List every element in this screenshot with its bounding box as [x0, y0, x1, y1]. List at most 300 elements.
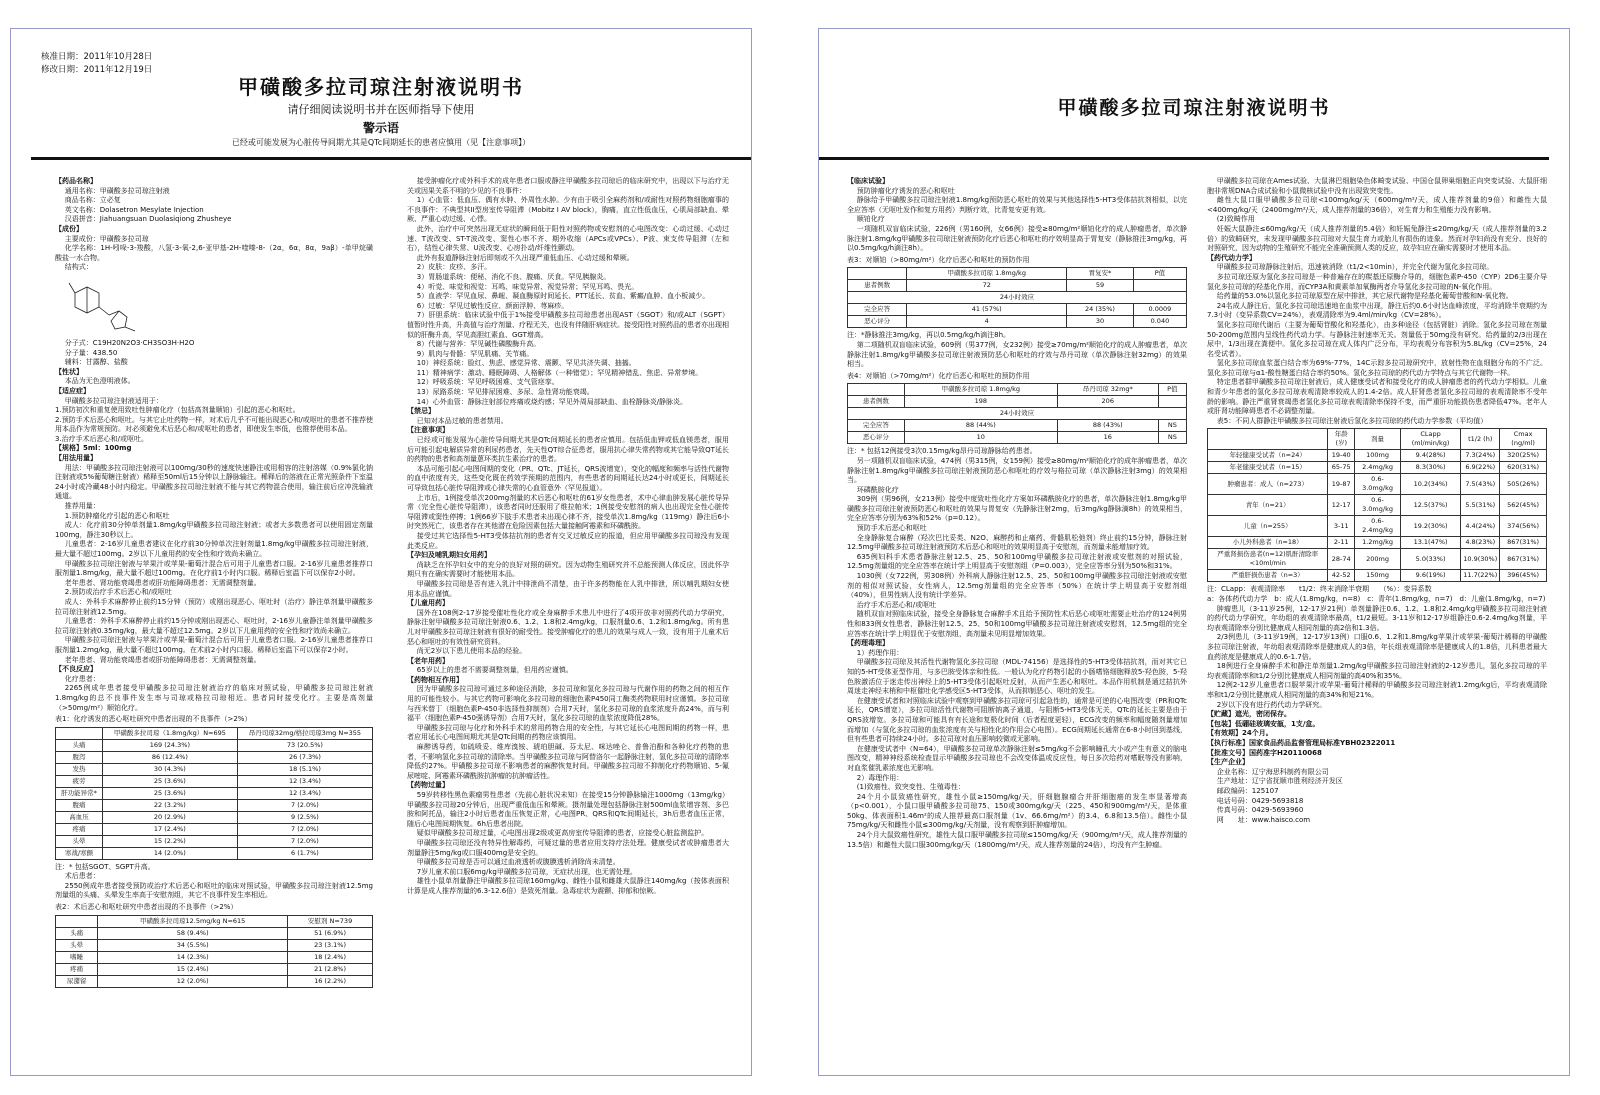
table-cell: 寒战/寒颤	[56, 847, 103, 859]
paragraph: 特定患者群甲磺酸多拉司琼注射液后，成人健康受试者和接受化疗的成人肿瘤患者的药代动力学相似。儿童和青少年患者的氢化多拉司琼表观清除率较成人的1.4-2倍。成人肝肾患者氢化多拉司琼的表观清除率不受年龄的影响。静注严重肾衰竭患者氢化多拉司琼表观清除率保持不变，而严重肝功能损伤患者降低47%。老年人或肝肾功能障碍患者不必调整剂量。	[1207, 378, 1547, 416]
paragraph: 1）药理作用：	[856, 648, 904, 657]
table-cell: 4.8(23%)	[1461, 537, 1500, 549]
paragraph: 1）心血管：低血压、偶有水肿、外周性水肿。少有由于吸引全麻药剂和/或耐性对照药物细胞瘤事的不良事件：不典型其II型房室传导阻滞（Mobitz I AV block），胸痛，直立性低血压，心肌局部缺血、晕厥、严重心动过缓、心悸。	[407, 196, 729, 224]
section-heading: 【包装】低硼硅玻璃安瓿，1支/盒。	[1207, 719, 1320, 728]
table-cell: 12 (3.4%)	[237, 775, 372, 787]
table-cell: 88 (43%)	[1057, 420, 1158, 432]
column-header: CLapp (ml/min/kg)	[1400, 429, 1460, 450]
table-group-row	[848, 408, 1187, 420]
paragraph: 老年患者、肾功能衰竭患者或肝功能障碍患者：无需调整剂量。	[64, 655, 261, 664]
section-heading: 【临床试验】	[847, 177, 889, 185]
warning-text: 已经或可能发展为心脏传导间期尤其是QTc间期延长的患者应慎用（见【注意事项】）	[231, 138, 531, 147]
paragraph: 氢化多拉司琼血浆蛋白结合率为69%-77%，14C示踪多拉司琼研究中，放射性物在血细胞分布的不广泛。氢化多拉司琼与α1-酸性糖蛋白结合率约50%。氢化多拉司琼的药代动力学特点与其它代谢物一样。	[1207, 359, 1547, 377]
table-cell: 10.2(34%)	[1400, 474, 1460, 495]
paragraph: 2）皮肤：皮疹、多汗。	[416, 263, 492, 272]
table-cell: 25 (3.6%)	[102, 775, 237, 787]
section-heading: 【贮藏】遮光，密闭保存。	[1207, 710, 1291, 719]
table-cell: 疼痛	[56, 823, 103, 835]
paragraph: 环磷酰胺化疗	[856, 485, 899, 494]
table-cell: 100mg	[1355, 450, 1401, 462]
pharmacokinetics-table-5	[1207, 428, 1547, 582]
paragraph: 24个月大鼠致癌性研究，雄性大鼠口服甲磺酸多拉司琼≤150mg/kg/天（900mg/m²/天，成人推荐剂量的13.5倍）和雌性大鼠口服300mg/kg/天（1800mg/m²/天，成人推荐剂量的24倍），均没有产生肿瘤。	[847, 831, 1187, 849]
table1-note: 注：* 包括SGOT、SGPT升高。	[55, 862, 155, 871]
column-header: 剂量	[1355, 429, 1401, 450]
table-cell: 88 (44%)	[904, 420, 1057, 432]
table-cell: 24 (35%)	[1067, 304, 1134, 316]
section-list	[1207, 177, 1547, 426]
table-row	[56, 951, 373, 963]
paragraph: 9）肌肉与骨骼：罕见肌痛、关节痛。	[416, 349, 534, 358]
paragraph: 预防手术后恶心和呕吐	[856, 524, 927, 533]
paragraph: 本品可能引起心电图间期的变化（PR、QTc、JT延长，QRS波增宽），变化的幅度和频率与活性代谢物的血中浓度有关，这些变化既在药效学预期的范围内，有些患者的间期延长达24小时或更长，间期延长可导致包括心脏传导阻滞或心律失常的心血管意外（罕见报道）。	[407, 464, 729, 492]
table-cell: 86 (12.4%)	[102, 751, 237, 763]
paragraph: 甲磺酸多拉司琼注射液与苹果汁或苹果-葡萄汁混合后可用于儿童患者口服。2-16岁儿童患者推荐口服剂量1.8mg/kg，最大量不超过100mg。在化疗前1小时内口服。稀释后室温下可以保存2小时。	[55, 559, 373, 578]
paragraph: 治疗手术后恶心和/或呕吐	[856, 600, 937, 609]
paragraph: (2)致畸作用	[1216, 215, 1255, 224]
table-cell: 18 (2.4%)	[288, 951, 373, 963]
paragraph: 2岁以下没有进行药代动力学研究。	[1216, 700, 1327, 709]
paragraph: 12）呼吸系统：罕见呼吸困难、支气管痉挛。	[416, 378, 559, 387]
table-row	[1208, 570, 1547, 582]
table-cell: 72	[907, 280, 1067, 292]
paragraph: 24名成人静注后，氢化多拉司琼迅速地在血浆中出现，静注后约0.6小时达血峰浓度，平均消除半衰期约为7.3小时（变异系数CV=24%），表观清除率为9.4ml/min/kg（CV=28%）。	[1207, 301, 1547, 320]
table-cell: 2.4mg/kg	[1355, 462, 1401, 474]
right-column-1	[847, 177, 1187, 1067]
paragraph: 2/3例患儿（3-11岁19例，12-17岁13例）口服0.6、1.2和1.8mg/kg苹果汁或苹果-葡萄汁稀释的甲磺酸多拉司琼注射液，年幼组表观清除率是健康成人的3倍，年长组表观清除率是健康成人的1.8倍，儿科患者最大血药浓度是健康成人的0.6-1.7倍。	[1207, 633, 1547, 661]
table-row	[848, 304, 1187, 316]
table-row	[848, 420, 1187, 432]
paragraph: 雌性大鼠口服甲磺酸多拉司琼<100mg/kg/天（600mg/m²/天，成人推荐剂量的9倍）和雌性大鼠<400mg/kg/天（2400mg/m²/天，成人推荐剂量的36倍），对生育力和生殖能力没有影响。	[1207, 196, 1547, 214]
paragraph: 邮政编码：125107	[1216, 786, 1279, 795]
section-list	[847, 457, 1187, 850]
table-cell: 严重肝损伤患者（n=3）	[1208, 570, 1328, 582]
table-cell: 13.1(47%)	[1400, 537, 1460, 549]
left-column-1	[55, 177, 373, 1067]
table-row	[56, 963, 373, 975]
paragraph: 汉语拼音：Jiahuangsuan Duolasiqiong Zhusheye	[64, 215, 232, 224]
paragraph: 12例2-12岁儿童患者口服苹果汁或苹果-葡萄汁稀释的甲磺酸多拉司琼注射液1.2mg/kg后，平均表观清除率和t1/2分别比健康成人相同剂量的高34%和短21%。	[1207, 681, 1547, 699]
table-cell: 15 (2.4%)	[98, 963, 288, 975]
paragraph: 59岁转移性黑色素瘤男性患者（先前心脏状况未知）在接受15分钟静脉输注1000mg（13mg/kg）甲磺酸多拉司琼20分钟后，出现严重低血压和晕厥。摄剂量处理包括静脉注射500ml血浆增容剂、多巴胺和阿托品，输注2小时后患者血压恢复正常，心电图PR、QRS和QTc间期延长，3h后患者血压正常，随后心电图间期恢复。6h后患者出院。	[407, 791, 729, 828]
table-cell: 肝功能异常*	[56, 787, 103, 799]
table-cell	[1158, 396, 1186, 408]
paragraph: 309例（男96例，女213例）接受中度致吐性化疗方案如环磷酰胺化疗的患者，单次静脉注射1.8mg/kg甲磺酸多拉司琼注射液预防恶心和呕吐的效果与胃复安（先静脉注射2mg，后3mg/kg静脉滴8h）的效果相当，完全应答率分别为63%和52%（p=0.12）。	[847, 495, 1187, 523]
paragraph: 甲磺酸多拉司琼注射液与苹果汁或苹果-葡萄汁混合后可用于儿童患者口服。2-16岁儿童患者推荐口服剂量1.2mg/kg，最大量不超过100mg。在术前2小时内口服。稀释后室温下可以保存2小时。	[55, 636, 373, 654]
molecule-icon	[55, 273, 145, 339]
table-cell: 5.5(31%)	[1461, 495, 1500, 516]
table-row	[56, 811, 373, 823]
table-cell: 7.5(43%)	[1461, 474, 1500, 495]
paragraph: 辅料：甘露醇、盐酸	[64, 358, 128, 367]
column-header: 昂丹司琼32mg/格拉司琼3mg N=355	[237, 727, 372, 739]
section-heading: 【药品名称】	[55, 177, 97, 185]
table-cell: 1.2mg/kg	[1355, 537, 1401, 549]
adverse-events-table-1	[55, 727, 373, 860]
paragraph: 商品名称：立必复	[64, 196, 121, 205]
table-cell: 7.3(24%)	[1461, 450, 1500, 462]
paragraph: 上市后，1例接受单次200mg剂量的术后恶心和呕吐的61岁女性患者，术中心律血肿发展心脏传导异常（完全性心脏传导阻滞），该患者同时还服用了维拉帕米；1例接受安慰剂的病人也出现完全性心脏传导阻滞或窦性停搏；1例66岁下肢手术患者未出现心律不齐，接受单次1.8mg/kg（119mg）静注后6小时突然死亡，该患者存在其他潜在危险因素包括大量接触阿霉素和环磷酰胺。	[407, 493, 729, 531]
column-header: Cmax (ng/ml)	[1500, 429, 1547, 450]
paragraph: 氢化多拉司琼代谢后（主要为葡萄苷酸化和羟基化），由多种途径（包括肾脏）消除。氢化多拉司琼在剂量50-200mg范围内呈线性药代动力学。与静脉注射速率无关。剂量低于50mg没有研究。给药量的2/3出现在尿中，1/3出现在粪便中。氢化多拉司琼在成人体内广泛分布，平均表观分布容积为5.8L/kg（CV=25%，24名受试者）。	[1207, 320, 1547, 358]
table-cell: 198	[904, 396, 1057, 408]
paragraph: 已经或可能发展为心脏传导间期尤其是QTc间期延长的患者应慎用。包括低血钾或低血镁患者，服用后可能引起电解质异常的利尿药患者，先天性QT综合征患者，服用抗心律失常药物或其它能导致QT延长的药物的患者和高剂量蒽环类抗生素治疗的患者。	[407, 436, 729, 464]
column-header: 胃复安*	[1067, 268, 1134, 280]
paragraph: 4）听觉、味觉和视觉：耳鸣、味觉异常、视觉异常；罕见耳鸣、畏光。	[416, 282, 639, 291]
paragraph: 一项随机双盲临床试验，226例（男160例，女66例）接受≥80mg/m²顺铂化疗的成人肿瘤患者，单次静脉注射1.8mg/kg甲磺酸多拉司琼注射液预防化疗后恶心和呕吐的疗效明显高于胃复安（静脉推注3mg/kg，再以0.5mg/kg/h滴注8h）。	[847, 224, 1187, 253]
table-row	[56, 847, 373, 859]
table-cell: 0.6-3.0mg/kg	[1355, 495, 1401, 516]
table-cell: 恶心评分	[848, 316, 907, 328]
section-heading: 【药代动力学】	[1207, 253, 1256, 262]
cisplatin-table-3	[847, 267, 1187, 328]
table2-caption: 表2：术后恶心和呕吐研究中患者出现的不良事件（>2%）	[55, 903, 238, 912]
table-row	[56, 939, 373, 951]
table-row	[1208, 462, 1547, 474]
table-cell: 12 (3.4%)	[237, 787, 372, 799]
table-cell: 150mg	[1355, 570, 1401, 582]
table-row	[1208, 549, 1547, 570]
table-cell: 51 (6.9%)	[288, 927, 373, 939]
table-row	[56, 751, 373, 763]
paragraph: 主要成份：甲磺酸多拉司琼	[64, 234, 149, 243]
table-cell: 73 (20.5%)	[237, 739, 372, 751]
paragraph: 24个月小鼠致癌性研究，雄性小鼠≥150mg/kg/天，肝细胞腺瘤合并肝细胞癌的发生率显著增高（p<0.001），小鼠口服甲磺酸多拉司琼75、150或300mg/kg/天（225、450和900mg/m²/天，是体重50kg、体表面积1.46m²的成人推荐最高口服剂量（1v、66.6mg/m²）的3.4、6.8和13.5倍）。雌性小鼠75mg/kg/天和雌性小鼠≤300mg/kg/天剂量，没有观察到肝肿瘤增加。	[847, 792, 1187, 830]
paragraph: 肿瘤患儿（3-11岁25例，12-17岁21例）单剂量静注0.6、1.2、1.8和2.4mg/kg甲磺酸多拉司琼注射液的药代动力学研究，年幼组的表观清除率最高，t1/2最短。3-11岁和12-17岁组静注0.6-2.4mg/kg剂量，平均表观清除率分别比健康成人相同剂量的高2倍和1.3倍。	[1207, 604, 1547, 632]
paragraph: 已知对本品过敏的患者禁用。	[416, 416, 508, 425]
table-cell: 23 (3.1%)	[288, 939, 373, 951]
paragraph: 另一项随机双盲临床试验，474例（男315例，女159例）接受≥80mg/m²顺铂化疗的成年肿瘤患者，单次静脉注射1.8mg/kg甲磺酸多拉司琼注射液预防恶心和呕吐的疗效与格拉司琼（单次静脉注射3mg）的效果相当。	[847, 456, 1187, 485]
page-title: 甲磺酸多拉司琼注射液说明书	[238, 75, 524, 99]
table-cell: 头晕	[56, 835, 103, 847]
revision-date: 修改日期：2011年12月19日	[41, 65, 153, 75]
left-page	[10, 28, 752, 1076]
table-cell: 疼痛	[56, 963, 98, 975]
paragraph: 推荐用量：	[64, 502, 100, 511]
paragraph: 甲磺酸多拉司琼注射液适用于：	[64, 396, 163, 405]
paragraph: 本品为无色澄明液体。	[64, 377, 135, 386]
section-heading: 【有效期】24个月。	[1207, 729, 1273, 738]
section-heading: 【批准文号】国药准字H20110068	[1207, 748, 1322, 757]
column-header: 甲磺酸多拉司琼 1.8mg/kg	[907, 268, 1067, 280]
section-list	[847, 341, 1187, 370]
section-heading: 【不良反应】	[55, 665, 97, 674]
warning-heading: 警示语	[362, 121, 399, 135]
table-group-label: 24小时效应	[848, 292, 1187, 304]
table-row	[56, 927, 373, 939]
table-cell: 疲劳	[56, 775, 103, 787]
table-cell: 高血压	[56, 811, 103, 823]
table-cell: 头晕	[56, 939, 98, 951]
column-header	[56, 727, 103, 739]
table-cell: 34 (5.5%)	[98, 939, 288, 951]
section-list	[55, 872, 373, 901]
table1-caption: 表1：化疗诱发的恶心呕吐研究中患者出现的不良事件（>2%）	[55, 715, 252, 724]
paragraph: 3.治疗手术后恶心和/或呕吐。	[55, 434, 149, 443]
table-cell: 16 (2.2%)	[288, 975, 373, 987]
paragraph: 3）胃肠道系统：便秘、消化不良、腹痛、厌食。罕见胰腺炎。	[416, 272, 611, 281]
paragraph: 甲磺酸多拉司琼是否可以通过血液透析或腹膜透析消除尚未清楚。	[416, 858, 620, 867]
table-cell: 22 (3.2%)	[102, 799, 237, 811]
paragraph: 成人：外科手术麻醉停止前约15分钟（预防）或刚出现恶心、呕吐时（治疗）静注单剂量甲磺酸多拉司琼注射液12.5mg。	[55, 597, 373, 616]
paragraph: 1030例（女722例，男308例）外科病人静脉注射12.5、25、50和100mg甲磺酸多拉司琼注射液或安慰剂的相似对照试验，女性病人，12.5mg剂量组的完全应答率（50%）在统计学上明显高于安慰剂组（40%），但男性病人没有统计学差异。	[847, 572, 1187, 600]
paragraph: 7）肝胆系统：临床试验中低于1%接受甲磺酸多拉司琼患者出现AST（SGOT）和/或ALT（SGPT）值暂时性升高，升高值与治疗剂量、疗程无关，也没有伴随肝病症状。接受阳性对照药品的患者亦出现相似的肝酶升高，罕见高胆红素血、GGT增高。	[407, 311, 729, 339]
table-group-row	[848, 292, 1187, 304]
table-row	[56, 835, 373, 847]
table-cell: 7 (2.0%)	[237, 823, 372, 835]
paragraph: 儿童患者：2-16岁儿童患者建议在化疗前30分钟单次注射剂量1.8mg/kg甲磺酸多拉司琼注射液，最大量不超过100mg。2岁以下儿童用药的安全性和疗效尚未确立。	[55, 540, 373, 558]
column-header: 昂丹司琼 32mg*	[1057, 384, 1158, 396]
table-cell: NS	[1158, 420, 1186, 432]
column-header	[848, 384, 905, 396]
paragraph: 2）毒理作用：	[856, 773, 904, 782]
paragraph: 甲磺酸多拉司琼及其活性代谢物氢化多拉司琼（MDL-74156）是选择性的5-HT3受体拮抗剂，而对其它已知的5-HT受体亚型作用，与多巴胺受体亲和性低。一般认为化疗药物引起的小肠嗜铬细胞释放5-羟色胺，5-羟色胺激活位于迷走传出神经上的5-HT3受体引起呕吐反射，从而产生恶心和呕吐。本品作用机制是通过拮抗外周迷走神经末梢和中枢催吐化学感受区5-HT3受体，从而抑制恶心、呕吐的发生。	[847, 658, 1187, 696]
table-cell: 505(26%)	[1500, 474, 1547, 495]
table-cell: 5.0(33%)	[1400, 549, 1460, 570]
table-cell: 58 (9.4%)	[98, 927, 288, 939]
table-cell: 4	[907, 316, 1067, 328]
table-cell: 0.6-3.0mg/kg	[1355, 474, 1401, 495]
table-cell: 6 (1.7%)	[237, 847, 372, 859]
column-header	[1208, 429, 1328, 450]
paragraph: 此外有报道静脉注射后即刻或不久出现严重低血压、心动过缓和晕厥。	[416, 253, 634, 262]
paragraph: 麻醉诱导药，如硫喷妥、维库溴铵、琥珀胆碱、芬太尼、咪达唑仑、普鲁泊酚和各种化疗药物的患者，不影响氢化多拉司琼的清除率。当甲磺酸多拉司琼与阿替洛尔一起静脉注射，氢化多拉司琼的清除率降低约27%。甲磺酸多拉司琼不影响患者的麻醉恢复时间。甲磺酸多拉司琼不抑制化疗药物顺铂、5-氟尿嘧啶、阿霉素环磷酰胺抗肿瘤的抗肿瘤活性。	[407, 743, 729, 780]
paragraph: 静脉给予甲磺酸多拉司琼注射液1.8mg/kg预防恶心呕吐的效果与其他选择性5-HT3受体拮抗剂相似，以完全应答率（无呕吐发作和复方用药）判断疗效，比青复安更有效。	[847, 196, 1187, 214]
right-page	[818, 28, 1570, 1076]
table-cell: 396(45%)	[1500, 570, 1547, 582]
table-cell: 620(31%)	[1500, 462, 1547, 474]
page-title: 甲磺酸多拉司琼注射液说明书	[1057, 97, 1331, 119]
paragraph: 用法：甲磺酸多拉司琼注射液可以100mg/30秒的速度快速静注或用相容的注射溶媒（0.9%氯化钠注射液或5%葡萄糖注射液）稀释至50ml后15分钟以上静脉输注。稀释后的溶液在正常光照条件下室温24小时或冷藏48小时内稳定。甲磺酸多拉司琼注射液不能与其它药物混合使用，输注前后应冲洗输液通道。	[55, 463, 373, 501]
paragraph: 5）血液学：罕见血尿、鼻衄、凝血酶原时间延长、PTT延长、贫血、紫癜/血肿、血小板减少。	[416, 292, 710, 301]
adverse-events-table-2	[55, 915, 373, 988]
approval-date: 核准日期：2011年10月28日	[41, 52, 153, 62]
table4-caption: 表4：对顺铂（>70mg/m²）化疗后恶心和呕吐的预防作用	[847, 371, 1030, 380]
paragraph: 国外在108例2-17岁接受催吐性化疗或全身麻醉手术患儿中进行了4项开放非对照药代动力学研究，静脉注射甲磺酸多拉司琼注射液0.6、1.2、1.8和2.4mg/kg，口服剂量0.6、1.2和1.8mg/kg。所有患儿对甲磺酸多拉司琼注射液有很好的耐受性。接受肿瘤化疗的患儿的效果与成人一致，没有用于儿童术后恶心和呕吐的有效性研究资料。	[407, 608, 729, 646]
table-header-row	[56, 727, 373, 739]
paragraph: 1.预防初次和重复使用致吐性肿瘤化疗（包括高剂量顺铂）引起的恶心和呕吐。	[55, 406, 300, 415]
table-cell: 腹痛	[56, 799, 103, 811]
table-cell: 206	[1057, 396, 1158, 408]
table-row	[1208, 450, 1547, 462]
table-header-row	[848, 384, 1187, 396]
column-header	[848, 268, 907, 280]
table3-caption: 表3：对顺铂（>80mg/m²）化疗后恶心和呕吐的预防作用	[847, 255, 1030, 264]
table-cell: 12 (2.0%)	[98, 975, 288, 987]
table-cell: 年老健康受试者（n=15）	[1208, 462, 1328, 474]
paragraph: 14）心外血管：静脉注射部位疼痛或烧灼感；罕见外周局部缺血、血栓静脉炎/静脉炎。	[416, 397, 688, 406]
section-heading: 【儿童用药】	[407, 599, 449, 608]
paragraph: 术后患者：	[64, 872, 100, 881]
paragraph: 因为甲磺酸多拉司琼可通过多种途径消除，多拉司琼和氢化多拉司琼与代谢作用的药物之间的相互作用的可能性较小。与其它药物可影响化多拉司琼的细胞色素P450同工酶类药物联用时应谨慎。多拉司琼与西米替丁（细胞色素P-450非选择性抑制剂）合用7天时，氢化多拉司琼的血浆浓度升高24%，而与利福平（细胞色素P-450强诱导剂）合用7天时，氢化多拉司琼的血浆浓度降低28%。	[407, 685, 729, 723]
section-list	[1207, 605, 1547, 826]
table-group-label: 24小时效应	[848, 408, 1187, 420]
table-cell: 7 (2.0%)	[237, 835, 372, 847]
table-cell: 562(45%)	[1500, 495, 1547, 516]
paragraph: 传真号码：0429-5693960	[1216, 806, 1304, 815]
table-cell: 10	[904, 432, 1057, 444]
paragraph: 网 址：www.haisco.com	[1216, 815, 1311, 824]
table-cell: 19-40	[1328, 450, 1355, 462]
table3-note: 注：*静脉推注3mg/kg，再以0.5mg/kg/h滴注8h。	[847, 331, 1011, 340]
table-cell: 10.9(30%)	[1461, 549, 1500, 570]
paragraph: 生产地址：辽宁省抚顺市胜利经济开发区	[1216, 777, 1343, 786]
table-cell: 867(31%)	[1500, 549, 1547, 570]
paragraph: 成人：化疗前30分钟单剂量1.8mg/kg甲磺酸多拉司琼注射液；或者大多数患者可以使用固定剂量100mg，静注30秒以上。	[55, 521, 373, 539]
table-cell: 19-87	[1328, 474, 1355, 495]
table-row	[56, 975, 373, 987]
table-cell: 恶心评分	[848, 432, 905, 444]
column-header: 年龄(岁)	[1328, 429, 1355, 450]
paragraph: 此外，治疗中可突然出现无症状的瞬间低于阳性对照药物或安慰剂的心电图改变：心动过缓、心动过速、T波改变、ST-T波改变、窦性心率不齐、期外收缩（APCs或VPCs）、P波、束支传导阻滞（左和右），结性心律失常、U波改变、心房扑动/纤维性颤动。	[407, 224, 729, 253]
column-header: 甲磺酸多拉司琼（1.8mg/kg）N=695	[102, 727, 237, 739]
table-header-row	[848, 268, 1187, 280]
table-row	[1208, 537, 1547, 549]
table-cell: 8.3(30%)	[1400, 462, 1460, 474]
table-row	[1208, 516, 1547, 537]
section-heading: 【注意事项】	[407, 426, 449, 435]
section-list	[407, 177, 729, 897]
paragraph: 接受肿瘤化疗或外科手术的成年患者口服或静注甲磺酸多拉司琼后的临床研究中，出现以下与治疗无关或因果关系不明的少见的不良事件：	[407, 177, 729, 195]
table-cell: 4.4(24%)	[1461, 516, 1500, 537]
table-cell: 尿潴留	[56, 975, 98, 987]
table-cell: 26 (7.3%)	[237, 751, 372, 763]
paragraph: 甲磺酸多拉司琼在Ames试验、大鼠淋巴细胞染色体畸变试验、中国仓鼠卵巢细胞正向突变试验、大鼠肝细胞非常规DNA合成试验和小鼠微核试验中没有出现致突变性。	[1207, 177, 1547, 195]
table-cell: 小儿外科患者（n=18）	[1208, 537, 1328, 549]
table-row	[56, 823, 373, 835]
table-cell: 发热	[56, 763, 103, 775]
paragraph: 老年患者、肾功能衰竭患者或肝功能障碍患者：无需调整剂量。	[64, 578, 261, 587]
structural-formula	[55, 273, 373, 339]
section-heading: 【孕妇及哺乳期妇女用药】	[407, 551, 491, 560]
table-cell: 25 (3.6%)	[102, 787, 237, 799]
paragraph: 妊娠大鼠静注≤60mg/kg/天（成人推荐剂量的5.4倍）和妊娠兔静注≤20mg/kg/天（成人推荐剂量的3.2倍）的致畸研究，未发现甲磺酸多拉司琼对大鼠生育力或胎儿有损伤的迹象。然而对孕妇尚没有充分、良好的对照研究，因为动物的生殖研究不能完全准确预测人类的反应，故孕妇应在确实需要时才使用本品。	[1207, 224, 1547, 253]
paragraph: 13）尿路系统：罕见排尿困难、多尿、急性肾功能衰竭。	[416, 388, 594, 397]
paragraph: 2550例成年患者接受预防或治疗术后恶心和呕吐的临床对照试验，甲磺酸多拉司琼注射液12.5mg剂量组的头痛、头晕发生率高于安慰剂组，其它不良事件发生率相近。	[55, 881, 373, 900]
table-cell: 7 (2.0%)	[237, 799, 372, 811]
paragraph: 18例进行全身麻醉手术和静注单剂量1.2mg/kg甲磺酸多拉司琼注射液的2-12岁患儿，氢化多拉司琼的平均表观清除率和t1/2分别比健康成人相同剂量的高40%和35%。	[1207, 662, 1547, 680]
table-row	[56, 799, 373, 811]
table-cell	[1133, 280, 1186, 292]
table-cell: 完全应答	[848, 420, 905, 432]
table-cell: 14 (2.3%)	[98, 951, 288, 963]
table-cell: 15 (2.2%)	[102, 835, 237, 847]
column-header: 安慰剂 N=739	[288, 915, 373, 927]
column-header	[56, 915, 98, 927]
table-cell: 0.040	[1133, 316, 1186, 328]
table4-note: 注：* 包括12例接受3次0.15mg/kg昂丹司琼静脉给药患者。	[847, 447, 1037, 456]
paragraph: 8）代谢与营养：罕见碱性磷酸酶升高。	[416, 340, 541, 349]
paragraph: 英文名称：Dolasetron Mesylate Injection	[64, 205, 204, 214]
section-heading: 【禁忌】	[407, 407, 435, 416]
section-heading: 【药物相互作用】	[407, 675, 463, 684]
table-cell: 0.0009	[1133, 304, 1186, 316]
table-cell: 59	[1067, 280, 1134, 292]
table-cell: 14 (2.0%)	[102, 847, 237, 859]
paragraph: 65岁以上的患者不需要调整剂量，但用药应谨慎。	[416, 666, 573, 675]
table-cell: 65-75	[1328, 462, 1355, 474]
table-header-row	[56, 915, 373, 927]
table-cell: 19.2(30%)	[1400, 516, 1460, 537]
paragraph: 甲磺酸多拉司琼静脉注射后，迅速被消除（t1/2<10min），并完全代谢为氢化多拉司琼。	[1216, 263, 1494, 272]
table-cell: 年轻健康受试者（n=24）	[1208, 450, 1328, 462]
section-heading: 【性状】	[55, 367, 83, 376]
table-row	[848, 396, 1187, 408]
paragraph: 尚缺乏在怀孕妇女中的充分的良好对照的研究。因为动物生殖研究并不总能预测人体反应，因此怀孕期只有在确实需要时才能使用本品。	[407, 560, 729, 579]
paragraph: 2265例成年患者接受甲磺酸多拉司琼注射液治疗的临床对照试验，甲磺酸多拉司琼注射液1.8mg/kg的总不良事件发生率与司琼或格拉司琼相近。患者同时接受化疗。主要是高剂量（>50mg/m²）顺铂化疗。	[55, 684, 373, 712]
paragraph: 企业名称：辽宁海思科制药有限公司	[1216, 767, 1329, 776]
header-rule	[31, 157, 752, 160]
right-column-2	[1207, 177, 1547, 1067]
paragraph: 2.预防手术后恶心和呕吐。与其它止吐药物一样，对术后几乎不可能出现恶心和/或呕吐的患者不推荐使用本品作为常规预防。对必须避免术后恶心和/或呕吐的患者，即使发生率低，也推荐使用本品。	[55, 415, 373, 434]
table-cell: 6.9(22%)	[1461, 462, 1500, 474]
table-cell: 30 (4.3%)	[102, 763, 237, 775]
paragraph: 6）过敏：罕见过敏性反应、颜面浮肿、荨麻疹。	[416, 301, 569, 310]
paragraph: 结构式：	[64, 263, 93, 272]
cisplatin-table-4	[847, 383, 1187, 444]
section-heading: 【规格】5ml：100mg	[55, 444, 132, 453]
table-cell: 21 (2.8%)	[288, 963, 373, 975]
section-list	[55, 339, 373, 713]
table-cell: 30	[1067, 316, 1134, 328]
table5-note-1: 注：CLapp：表观清除率 t1/2：终末消除半衰期 （%）：变异系数	[1207, 585, 1432, 594]
paragraph: 化疗患者：	[64, 674, 100, 683]
paragraph: 尚无2岁以下患儿使用本品的经验。	[416, 647, 527, 656]
table-cell: 200mg	[1355, 549, 1401, 570]
table-cell: 腹泻	[56, 751, 103, 763]
table-cell: 320(25%)	[1500, 450, 1547, 462]
table-cell: 嗜睡	[56, 951, 98, 963]
table-row	[56, 775, 373, 787]
paragraph: 顺铂化疗	[856, 215, 885, 224]
table-header-row	[1208, 429, 1547, 450]
paragraph: 635例妇科手术患者静脉注射12.5、25、50和100mg甲磺酸多拉司琼注射液或安慰剂的对照试验，12.5mg剂量组的完全应答率在统计学上明显高于安慰剂组（P=0.003），完全应答率分别为50%和31%。	[847, 552, 1187, 571]
table-row	[56, 763, 373, 775]
table-cell: 2-11	[1328, 537, 1355, 549]
section-heading: 【成份】	[55, 224, 83, 233]
table-row	[848, 432, 1187, 444]
section-heading: 【生产企业】	[1207, 758, 1249, 767]
paragraph: 全身静脉复合麻醉（羟次巴比妥类、N2O、麻醉药和止痛药、骨骼肌松弛剂）终止前约15分钟，静脉注射12.5mg甲磺酸多拉司琼注射液预防术后恶心和呕吐的效果明显高于安慰剂，而剂量未能增加疗效。	[847, 533, 1187, 552]
table-row	[848, 280, 1187, 292]
table-cell: 20 (2.9%)	[102, 811, 237, 823]
column-header: 甲磺酸多拉司琼12.5mg/kg N=615	[98, 915, 288, 927]
table5-note-2: a：各体药代动力学 b：成人(1.8mg/kg，n=8) c：青年(1.8mg/kg，n=7) d：儿童(1.8mg/kg，n=7)	[1207, 595, 1546, 604]
paragraph: 甲磺酸多拉司琼还没有特异性解毒药，可疑过量的患者应用支持疗法处理。健康受试者或肿瘤患者大剂量静注5mg/kg或口服400mg是安全的。	[407, 838, 729, 857]
table-cell: 16	[1057, 432, 1158, 444]
section-heading: 【老年用药】	[407, 656, 449, 665]
paragraph: 1.预防肿瘤化疗引起的恶心和呕吐	[64, 511, 170, 520]
table-row	[1208, 495, 1547, 516]
table-cell: 9.6(19%)	[1400, 570, 1460, 582]
section-heading: 【用法用量】	[55, 454, 97, 463]
table-cell: 头痛	[56, 927, 98, 939]
table-row	[56, 787, 373, 799]
table-cell: 3-11	[1328, 516, 1355, 537]
paragraph: 儿童患者：外科手术麻醉停止前约15分钟或刚出现恶心、呕吐时，2-16岁儿童静注单剂量甲磺酸多拉司琼注射液0.35mg/kg，最大量不超过12.5mg。2岁以下儿童用药的安全性和疗效尚未确立。	[55, 617, 373, 635]
column-header: 甲磺酸多拉司琼 1.8mg/kg	[904, 384, 1057, 396]
paragraph: 预防肿瘤化疗诱发的恶心和呕吐	[856, 186, 955, 195]
table-cell: 169 (24.3%)	[102, 739, 237, 751]
table-cell: 严重肾损伤患者(n=12)肌酐清除率<10ml/min	[1208, 549, 1328, 570]
subtitle: 请仔细阅读说明书并在医师指导下使用	[287, 103, 475, 116]
table-cell: 肿瘤患者：成人（n=273）	[1208, 474, 1328, 495]
section-heading: 【适应症】	[55, 386, 90, 395]
table-cell: 12-17	[1328, 495, 1355, 516]
table-cell: 患者例数	[848, 280, 907, 292]
section-heading: 【执行标准】国家食品药品监督管理局标准YBH02322011	[1207, 738, 1396, 747]
paragraph: 甲磺酸多拉司琼与化疗和外科手术的常用药物合用的安全性，与其它延长心电图间期的药物一样，患者应用延长心电图间期尤其是QTc间期的药物应该慎用。	[407, 723, 729, 742]
paragraph: 在健康受试者和对照临床试验中观察到甲磺酸多拉司琼可引起急性的，通常是可逆的心电图改变（PR和QTc延长，QRS增宽），多拉司琼活性代谢物可阻断钠离子通道，与阻断5-HT3受体无关，QTc的延长主要是由于QRS波增宽。多拉司琼和可能具有有长途和复极化时间（后者程度更轻），ECG改变的频率和幅度随剂量增加而增加（与氢化多拉司琼的血浆浓度有关与相性化的作用会心电图）。ECG间期延长通常在6-8小时回到基线，但有些患者可持续24小时。多拉司琼对血压影响较微或无影响。	[847, 696, 1187, 744]
